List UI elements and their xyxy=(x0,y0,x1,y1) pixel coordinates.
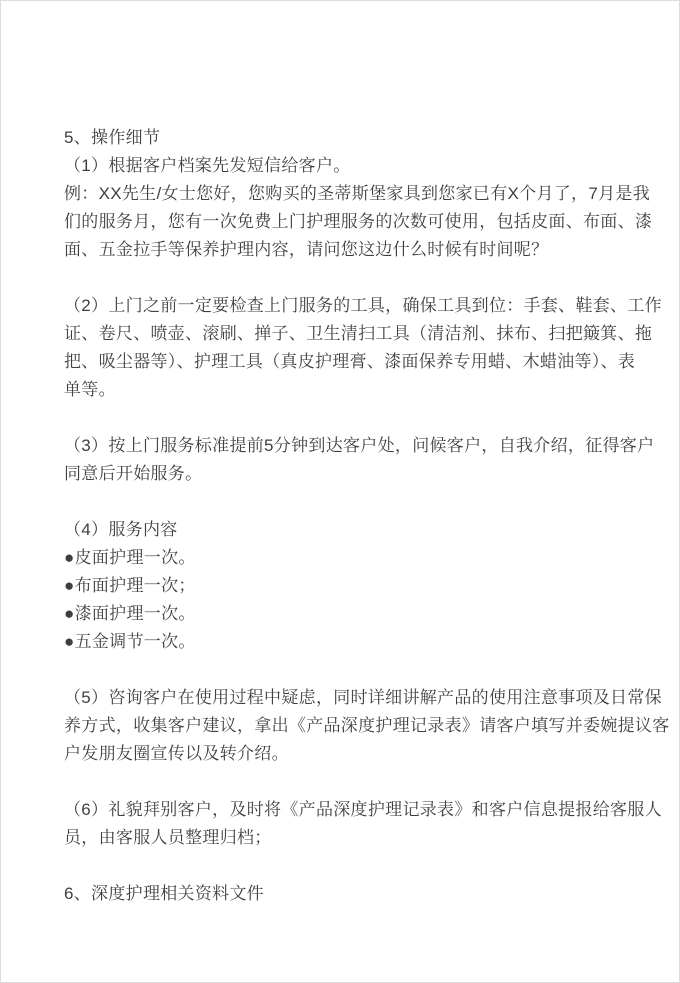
item-5-line-3: 户发朋友圈宣传以及转介绍。 xyxy=(64,744,289,763)
bullet-leather-care: ●皮面护理一次。 xyxy=(64,548,196,567)
bullet-paint-care: ●漆面护理一次。 xyxy=(64,604,196,623)
item-2-line-1: （2）上门之前一定要检查上门服务的工具，确保工具到位：手套、鞋套、工作 xyxy=(64,296,662,315)
item-4-heading: （4）服务内容 xyxy=(64,520,178,539)
item-6-line-1: （6）礼貌拜别客户，及时将《产品深度护理记录表》和客户信息提报给客服人 xyxy=(64,800,662,819)
bullet-fabric-care: ●布面护理一次； xyxy=(64,576,196,595)
item-1-text: （1）根据客户档案先发短信给客户。 xyxy=(64,156,351,175)
sms-example-line-3: 面、五金拉手等保养护理内容，请问您这边什么时候有时间呢？ xyxy=(64,240,549,259)
item-2-block xyxy=(64,292,662,404)
item-3-line-2: 同意后开始服务。 xyxy=(64,464,203,483)
bullet-hardware-adjust: ●五金调节一次。 xyxy=(64,632,196,651)
sms-example-line-2: 们的服务月，您有一次免费上门护理服务的次数可使用，包括皮面、布面、漆 xyxy=(64,212,653,231)
section-6-heading: 6、深度护理相关资料文件 xyxy=(64,884,265,903)
item-5-line-1: （5）咨询客户在使用过程中疑虑，同时详细讲解产品的使用注意事项及日常保 xyxy=(64,688,662,707)
section-6-block xyxy=(64,880,621,908)
sms-example-line-1: 例：XX先生/女士您好，您购买的圣蒂斯堡家具到您家已有X个月了，7月是我 xyxy=(64,184,650,203)
item-3-block xyxy=(64,432,655,488)
item-6-block xyxy=(64,796,662,852)
item-2-line-2: 证、卷尺、喷壶、滚刷、掸子、卫生清扫工具（清洁剂、抹布、扫把簸箕、拖 xyxy=(64,324,653,343)
item-2-line-3: 把、吸尘器等）、护理工具（真皮护理膏、漆面保养专用蜡、木蜡油等）、表 xyxy=(64,352,636,371)
item-5-line-2: 养方式，收集客户建议，拿出《产品深度护理记录表》请客户填写并委婉提议客 xyxy=(64,716,670,735)
section-5-block xyxy=(64,124,653,264)
document-body xyxy=(64,124,670,908)
item-3-line-1: （3）按上门服务标准提前5分钟到达客户处，问候客户，自我介绍，征得客户 xyxy=(64,436,655,455)
item-5-block xyxy=(64,684,670,768)
item-6-line-2: 员，由客服人员整理归档； xyxy=(64,828,272,847)
section-5-heading: 5、操作细节 xyxy=(64,128,161,147)
item-2-line-4: 单等。 xyxy=(64,380,116,399)
item-4-block xyxy=(64,516,621,656)
